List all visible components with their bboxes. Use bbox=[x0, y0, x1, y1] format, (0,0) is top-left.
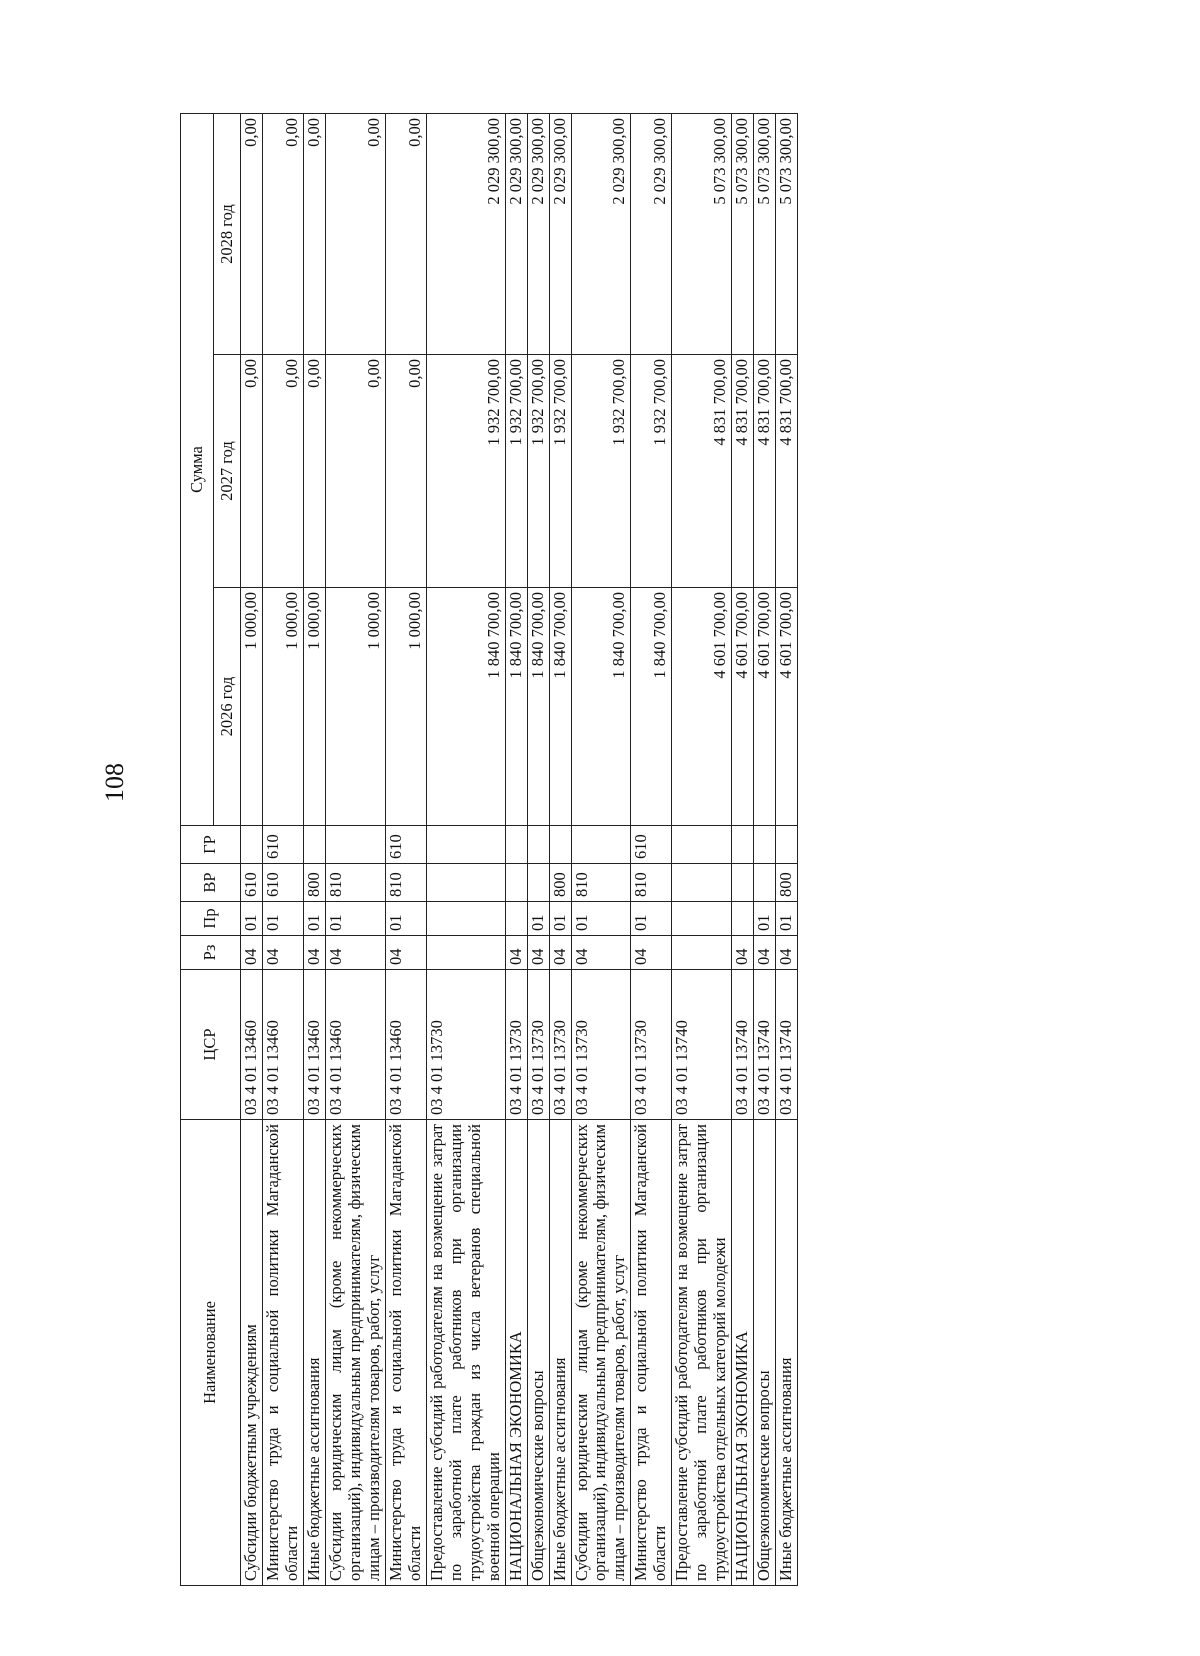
cell-2026: 1 840 700,00 bbox=[426, 588, 505, 826]
cell-rz: 04 bbox=[549, 936, 571, 970]
cell-csr: 03 4 01 13460 bbox=[325, 970, 385, 1120]
header-gr: ГР bbox=[181, 826, 241, 864]
cell-2028: 2 029 300,00 bbox=[549, 114, 571, 355]
cell-2028: 2 029 300,00 bbox=[527, 114, 549, 355]
cell-rz: 04 bbox=[732, 936, 754, 970]
header-2028: 2028 год bbox=[214, 114, 241, 355]
cell-rz: 04 bbox=[776, 936, 798, 970]
table-row bbox=[571, 114, 631, 1586]
cell-2027: 4 831 700,00 bbox=[732, 355, 754, 588]
header-2026: 2026 год bbox=[214, 588, 241, 826]
cell-name: Субсидии юридическим лицам (кроме некоммерческих организаций), индивидуальным предпринимателям, физическим лицам – производителям товаров, работ, услуг bbox=[325, 1120, 385, 1586]
cell-2028: 5 073 300,00 bbox=[672, 114, 732, 355]
cell-2027: 0,00 bbox=[303, 355, 325, 588]
table-row bbox=[505, 114, 527, 1586]
header-rz: Рз bbox=[181, 936, 241, 970]
cell-gr bbox=[505, 826, 527, 864]
cell-2027: 1 932 700,00 bbox=[527, 355, 549, 588]
cell-rz: 04 bbox=[754, 936, 776, 970]
cell-csr: 03 4 01 13730 bbox=[571, 970, 631, 1120]
cell-2028: 0,00 bbox=[325, 114, 385, 355]
cell-2026: 4 601 700,00 bbox=[732, 588, 754, 826]
cell-csr: 03 4 01 13730 bbox=[549, 970, 571, 1120]
cell-csr: 03 4 01 13460 bbox=[385, 970, 426, 1120]
cell-name: Предоставление субсидий работодателям на возмещение затрат по заработной плате работников при организации трудоустройства граждан из числа ветеранов специальной военной операции bbox=[426, 1120, 505, 1586]
cell-csr: 03 4 01 13460 bbox=[303, 970, 325, 1120]
cell-rz bbox=[426, 936, 505, 970]
cell-vr: 800 bbox=[549, 864, 571, 902]
cell-vr bbox=[672, 864, 732, 902]
cell-pr: 01 bbox=[385, 902, 426, 936]
cell-pr: 01 bbox=[527, 902, 549, 936]
cell-2026: 1 000,00 bbox=[303, 588, 325, 826]
cell-2026: 1 840 700,00 bbox=[571, 588, 631, 826]
cell-pr: 01 bbox=[571, 902, 631, 936]
table-row bbox=[527, 114, 549, 1586]
cell-pr bbox=[505, 902, 527, 936]
cell-gr bbox=[527, 826, 549, 864]
cell-2026: 1 840 700,00 bbox=[527, 588, 549, 826]
cell-vr bbox=[732, 864, 754, 902]
cell-name: Общеэкономические вопросы bbox=[527, 1120, 549, 1586]
cell-gr bbox=[303, 826, 325, 864]
cell-2026: 4 601 700,00 bbox=[776, 588, 798, 826]
cell-2026: 1 840 700,00 bbox=[549, 588, 571, 826]
cell-2026: 1 000,00 bbox=[241, 588, 263, 826]
cell-2027: 0,00 bbox=[241, 355, 263, 588]
cell-2027: 4 831 700,00 bbox=[672, 355, 732, 588]
cell-vr bbox=[505, 864, 527, 902]
cell-rz: 04 bbox=[325, 936, 385, 970]
cell-2027: 4 831 700,00 bbox=[754, 355, 776, 588]
cell-csr: 03 4 01 13740 bbox=[732, 970, 754, 1120]
cell-2028: 2 029 300,00 bbox=[426, 114, 505, 355]
cell-vr: 800 bbox=[303, 864, 325, 902]
table-row bbox=[672, 114, 732, 1586]
cell-vr: 810 bbox=[325, 864, 385, 902]
cell-name: Общеэкономические вопросы bbox=[754, 1120, 776, 1586]
cell-csr: 03 4 01 13730 bbox=[505, 970, 527, 1120]
cell-2028: 0,00 bbox=[385, 114, 426, 355]
cell-name: Министерство труда и социальной политики Магаданской области bbox=[385, 1120, 426, 1586]
table-row bbox=[385, 114, 426, 1586]
cell-gr bbox=[672, 826, 732, 864]
cell-vr: 810 bbox=[385, 864, 426, 902]
cell-2027: 4 831 700,00 bbox=[776, 355, 798, 588]
cell-gr: 610 bbox=[385, 826, 426, 864]
cell-gr: 610 bbox=[262, 826, 303, 864]
cell-vr: 810 bbox=[631, 864, 672, 902]
cell-pr: 01 bbox=[754, 902, 776, 936]
table-row bbox=[241, 114, 263, 1586]
cell-pr: 01 bbox=[262, 902, 303, 936]
cell-2027: 1 932 700,00 bbox=[505, 355, 527, 588]
cell-csr: 03 4 01 13740 bbox=[672, 970, 732, 1120]
cell-pr: 01 bbox=[325, 902, 385, 936]
rotated-table-container bbox=[180, 114, 1060, 1586]
cell-2027: 0,00 bbox=[385, 355, 426, 588]
cell-rz: 04 bbox=[505, 936, 527, 970]
cell-vr bbox=[754, 864, 776, 902]
cell-pr bbox=[732, 902, 754, 936]
cell-name: НАЦИОНАЛЬНАЯ ЭКОНОМИКА bbox=[732, 1120, 754, 1586]
cell-csr: 03 4 01 13460 bbox=[262, 970, 303, 1120]
cell-rz: 04 bbox=[241, 936, 263, 970]
cell-pr: 01 bbox=[776, 902, 798, 936]
cell-pr: 01 bbox=[241, 902, 263, 936]
page-number: 108 bbox=[100, 763, 129, 802]
cell-rz: 04 bbox=[385, 936, 426, 970]
header-pr: Пр bbox=[181, 902, 241, 936]
cell-2028: 0,00 bbox=[262, 114, 303, 355]
cell-csr: 03 4 01 13740 bbox=[754, 970, 776, 1120]
table-body bbox=[241, 114, 798, 1586]
cell-rz: 04 bbox=[262, 936, 303, 970]
cell-rz bbox=[672, 936, 732, 970]
header-name: Наименование bbox=[181, 1120, 241, 1586]
cell-csr: 03 4 01 13730 bbox=[527, 970, 549, 1120]
cell-gr bbox=[549, 826, 571, 864]
budget-table bbox=[180, 113, 798, 1586]
cell-2028: 2 029 300,00 bbox=[571, 114, 631, 355]
cell-csr: 03 4 01 13460 bbox=[241, 970, 263, 1120]
cell-pr: 01 bbox=[631, 902, 672, 936]
cell-rz: 04 bbox=[303, 936, 325, 970]
cell-2026: 1 000,00 bbox=[262, 588, 303, 826]
cell-2028: 0,00 bbox=[241, 114, 263, 355]
cell-name: Иные бюджетные ассигнования bbox=[303, 1120, 325, 1586]
table-row bbox=[303, 114, 325, 1586]
cell-gr bbox=[571, 826, 631, 864]
cell-gr bbox=[325, 826, 385, 864]
header-sum: Сумма bbox=[181, 114, 214, 826]
header-2027: 2027 год bbox=[214, 355, 241, 588]
cell-pr: 01 bbox=[303, 902, 325, 936]
cell-2027: 1 932 700,00 bbox=[631, 355, 672, 588]
table-row bbox=[776, 114, 798, 1586]
cell-2027: 1 932 700,00 bbox=[571, 355, 631, 588]
cell-2026: 1 000,00 bbox=[385, 588, 426, 826]
cell-csr: 03 4 01 13740 bbox=[776, 970, 798, 1120]
cell-gr bbox=[241, 826, 263, 864]
cell-2028: 5 073 300,00 bbox=[776, 114, 798, 355]
table-row bbox=[549, 114, 571, 1586]
table-row bbox=[262, 114, 303, 1586]
cell-gr: 610 bbox=[631, 826, 672, 864]
cell-2027: 0,00 bbox=[325, 355, 385, 588]
cell-name: Министерство труда и социальной политики Магаданской области bbox=[262, 1120, 303, 1586]
cell-2026: 1 840 700,00 bbox=[505, 588, 527, 826]
cell-rz: 04 bbox=[571, 936, 631, 970]
cell-name: Министерство труда и социальной политики Магаданской области bbox=[631, 1120, 672, 1586]
cell-2028: 0,00 bbox=[303, 114, 325, 355]
cell-name: Субсидии юридическим лицам (кроме некоммерческих организаций), индивидуальным предпринимателям, физическим лицам – производителям товаров, работ, услуг bbox=[571, 1120, 631, 1586]
cell-vr: 610 bbox=[241, 864, 263, 902]
cell-2026: 1 000,00 bbox=[325, 588, 385, 826]
cell-2026: 4 601 700,00 bbox=[754, 588, 776, 826]
cell-2027: 1 932 700,00 bbox=[426, 355, 505, 588]
cell-vr bbox=[527, 864, 549, 902]
cell-2026: 1 840 700,00 bbox=[631, 588, 672, 826]
cell-2026: 4 601 700,00 bbox=[672, 588, 732, 826]
cell-csr: 03 4 01 13730 bbox=[631, 970, 672, 1120]
cell-2027: 1 932 700,00 bbox=[549, 355, 571, 588]
cell-pr bbox=[672, 902, 732, 936]
cell-vr: 800 bbox=[776, 864, 798, 902]
cell-2027: 0,00 bbox=[262, 355, 303, 588]
cell-name: Иные бюджетные ассигнования bbox=[776, 1120, 798, 1586]
header-csr: ЦСР bbox=[181, 970, 241, 1120]
table-row bbox=[732, 114, 754, 1586]
cell-2028: 5 073 300,00 bbox=[732, 114, 754, 355]
cell-rz: 04 bbox=[527, 936, 549, 970]
cell-vr bbox=[426, 864, 505, 902]
cell-rz: 04 bbox=[631, 936, 672, 970]
cell-csr: 03 4 01 13730 bbox=[426, 970, 505, 1120]
table-row bbox=[325, 114, 385, 1586]
table-row bbox=[754, 114, 776, 1586]
cell-name: Предоставление субсидий работодателям на возмещение затрат по заработной плате работников при организации трудоустройства отдельных категорий молодежи bbox=[672, 1120, 732, 1586]
cell-gr bbox=[754, 826, 776, 864]
cell-2028: 2 029 300,00 bbox=[505, 114, 527, 355]
cell-pr: 01 bbox=[549, 902, 571, 936]
cell-gr bbox=[426, 826, 505, 864]
cell-vr: 810 bbox=[571, 864, 631, 902]
cell-gr bbox=[776, 826, 798, 864]
cell-2028: 2 029 300,00 bbox=[631, 114, 672, 355]
table-row bbox=[631, 114, 672, 1586]
cell-name: Субсидии бюджетным учреждениям bbox=[241, 1120, 263, 1586]
cell-2028: 5 073 300,00 bbox=[754, 114, 776, 355]
cell-name: НАЦИОНАЛЬНАЯ ЭКОНОМИКА bbox=[505, 1120, 527, 1586]
header-vr: ВР bbox=[181, 864, 241, 902]
cell-pr bbox=[426, 902, 505, 936]
table-row bbox=[426, 114, 505, 1586]
cell-gr bbox=[732, 826, 754, 864]
cell-name: Иные бюджетные ассигнования bbox=[549, 1120, 571, 1586]
cell-vr: 610 bbox=[262, 864, 303, 902]
